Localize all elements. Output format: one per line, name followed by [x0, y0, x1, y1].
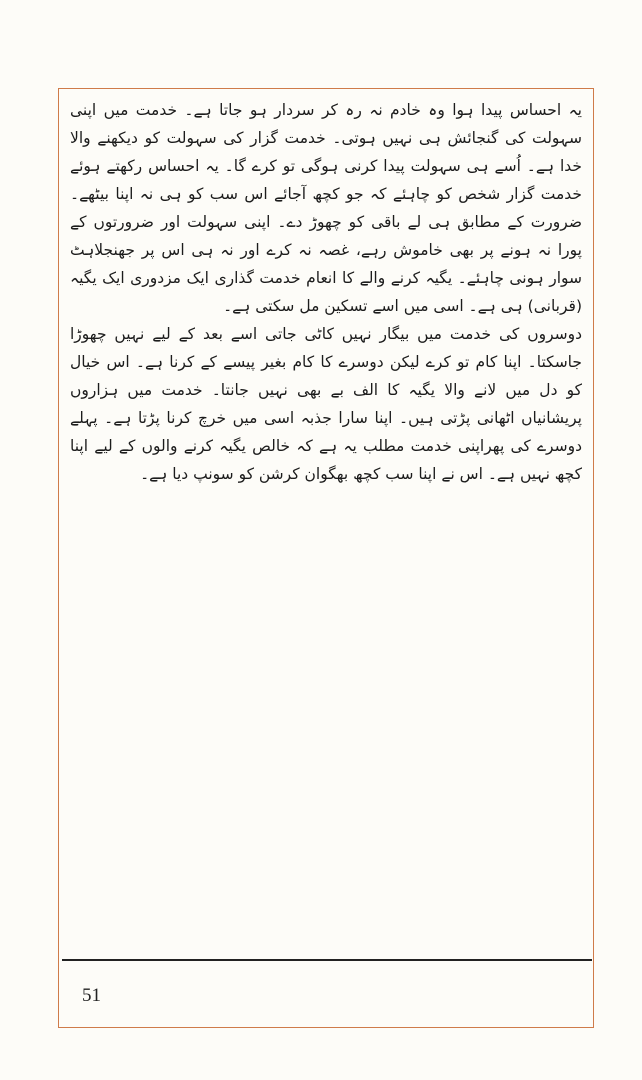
paragraph-2: دوسروں کی خدمت میں بیگار نہیں کاٹی جاتی اسے بعد کے لیے نہیں چھوڑا جاسکتا۔ اپنا کام تو کرے لیکن دوسرے کا کام بغیر پیسے کے کرنا ہے۔ اس خیال کو دل میں لانے والا یگیہ کا الف بے بھی نہیں جانتا۔ خدمت میں ہزاروں پریشانیاں اٹھانی پڑتی ہیں۔ اپنا سارا جذبہ اسی میں خرچ کرنا پڑتا ہے۔ پہلے دوسرے کی پھراپنی خدمت مطلب یہ ہے کہ خالص یگیہ کرنے والوں کے لیے اپنا کچھ نہیں ہے۔ اس نے اپنا سب کچھ بھگوان کرشن کو سونپ دیا ہے۔ — [70, 325, 582, 483]
page-number: 51 — [82, 985, 101, 1006]
paragraph-1: یہ احساس پیدا ہوا وہ خادم نہ رہ کر سردار ہو جاتا ہے۔ خدمت میں اپنی سہولت کی گنجائش ہی نہیں ہوتی۔ خدمت گزار کی سہولت کو دیکھنے والا خدا ہے۔ اُسے ہی سہولت پیدا کرنی ہوگی تو کرے گا۔ یہ احساس رکھتے ہوئے خدمت گزار شخص کو چاہئے کہ جو کچھ آجائے اس سب کو ہی نہ اپنا بیٹھے۔ ضرورت کے مطابق ہی لے باقی کو چھوڑ دے۔ اپنی سہولت اور ضرورتوں کے پورا نہ ہونے پر بھی خاموش رہے، غصہ نہ کرے اور نہ ہی اس پر جھنجلاہٹ سوار ہونی چاہئے۔ یگیہ کرنے والے کا انعام خدمت گذاری ایک مزدوری ایک یگیہ (قربانی) ہی ہے۔ اسی میں اسے تسکین مل سکتی ہے۔ — [70, 101, 582, 315]
body-text — [70, 96, 582, 488]
footer-rule — [62, 959, 592, 961]
